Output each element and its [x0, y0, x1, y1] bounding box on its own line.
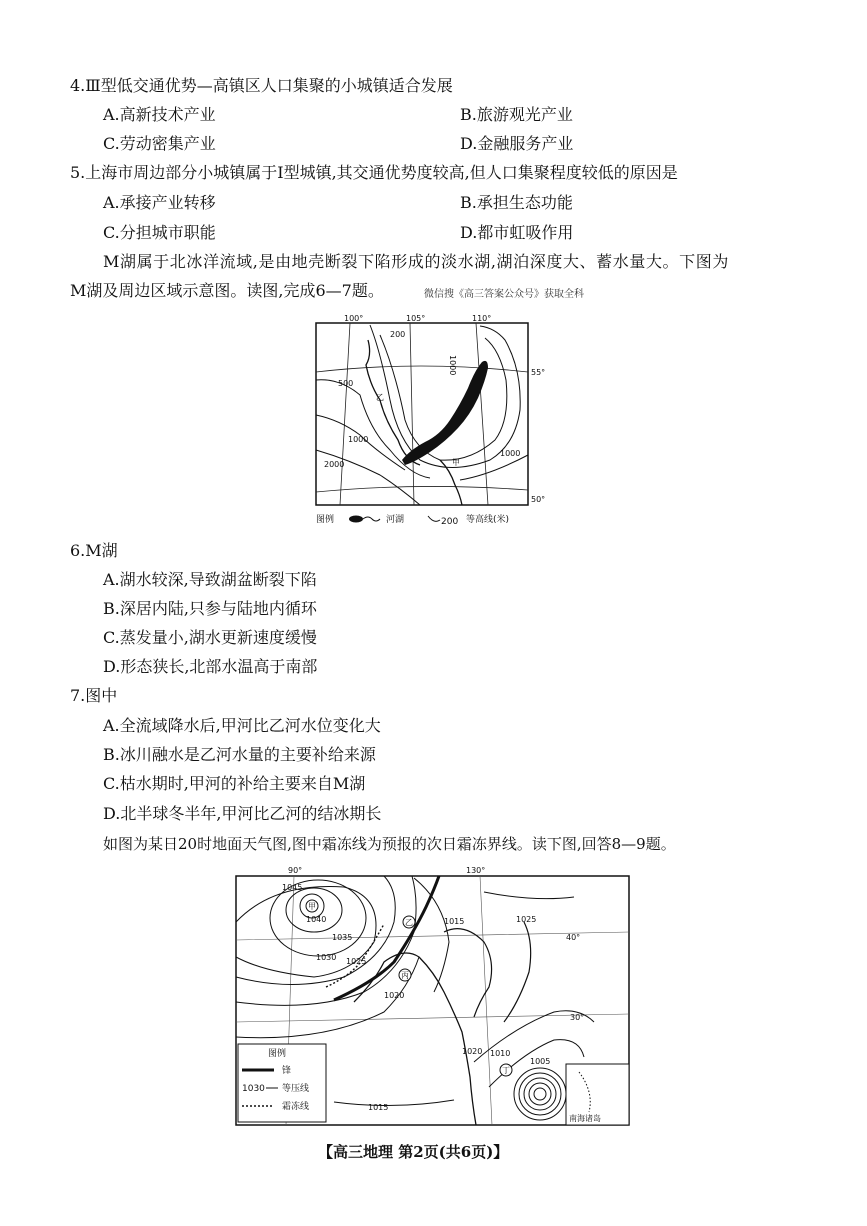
q5-option-a: A.承接产业转移	[103, 193, 216, 212]
intro-6-7-line1: M湖属于北冰洋流域,是由地壳断裂下陷形成的淡水湖,湖泊深度大、蓄水量大。下图为	[103, 252, 729, 271]
river-label-yi: 乙	[376, 393, 384, 402]
q4-option-a: A.高新技术产业	[103, 105, 216, 124]
q4-option-b: B.旅游观光产业	[460, 105, 573, 124]
inset-label: 南海诸岛	[569, 1114, 601, 1123]
q4-stem: 4.Ⅲ型低交通优势—高镇区人口集聚的小城镇适合发展	[70, 76, 453, 95]
q6-option-c: C.蒸发量小,湖水更新速度缓慢	[103, 628, 317, 647]
point-ding-label: 丁	[502, 1066, 510, 1075]
isobar-1005: 1005	[530, 1057, 551, 1066]
map2-legend-isobar-value: 1030	[242, 1084, 265, 1094]
q4-option-c: C.劳动密集产业	[103, 134, 216, 153]
q7-option-c: C.枯水期时,甲河的补给主要来自M湖	[103, 774, 366, 793]
map2-lon-90: 90°	[288, 866, 303, 875]
map1-lat-55: 55°	[531, 368, 546, 377]
map1-contour-1000-b: 1000	[348, 435, 369, 444]
map1-lon-110: 110°	[472, 314, 492, 323]
q7-option-b: B.冰川融水是乙河水量的主要补给来源	[103, 745, 376, 764]
map1-frame	[316, 323, 528, 505]
isobar-1025-a: 1025	[346, 957, 367, 966]
weather-map	[234, 862, 634, 1130]
isobar-1030: 1030	[316, 953, 337, 962]
q6-stem: 6.M湖	[70, 541, 118, 560]
isobar-1045: 1045	[282, 883, 303, 892]
map1-contour-2000: 2000	[324, 460, 345, 469]
q7-option-a: A.全流域降水后,甲河比乙河水位变化大	[103, 716, 381, 735]
isobar-1040: 1040	[306, 915, 327, 924]
map2-legend-title: 图例	[268, 1049, 287, 1059]
q5-option-d: D.都市虹吸作用	[460, 223, 574, 242]
map1-legend-contour: 等高线(米)	[466, 515, 510, 525]
q7-stem: 7.图中	[70, 686, 118, 705]
isobar-1025-b: 1025	[516, 915, 537, 924]
map1-lat-50: 50°	[531, 495, 546, 504]
q4-option-d: D.金融服务产业	[460, 134, 574, 153]
legend-lake-icon	[349, 516, 363, 523]
isobar-1035: 1035	[332, 933, 353, 942]
map2-legend-isobar: 等压线	[282, 1084, 310, 1094]
map1-contour-1000-a: 1000	[448, 355, 457, 376]
isobar-1010: 1010	[490, 1049, 511, 1058]
map1-contour-200: 200	[390, 330, 406, 339]
page-footer: 【高三地理 第2页(共6页)】	[318, 1143, 509, 1161]
isobar-1015-b: 1015	[368, 1103, 389, 1112]
q6-option-d: D.形态狭长,北部水温高于南部	[103, 657, 318, 676]
q5-option-c: C.分担城市职能	[103, 223, 216, 242]
map1-legend-title: 图例	[316, 515, 335, 525]
point-yi-label: 乙	[405, 918, 413, 927]
map2-legend-frost: 霜冻线	[282, 1102, 310, 1112]
intro-6-7-line2: M湖及周边区域示意图。读图,完成6—7题。	[70, 281, 384, 300]
map1-legend-contour-value: 200	[441, 517, 459, 527]
q6-option-b: B.深居内陆,只参与陆地内循环	[103, 599, 317, 618]
isobar-1020-a: 1020	[384, 991, 405, 1000]
point-jia-label: 甲	[308, 902, 316, 911]
map1-lon-100: 100°	[344, 314, 364, 323]
map1-contour-500: 500	[338, 379, 354, 388]
river-label-jia: 甲	[452, 458, 460, 467]
map1-lon-105: 105°	[406, 314, 426, 323]
q5-stem: 5.上海市周边部分小城镇属于Ⅰ型城镇,其交通优势度较高,但人口集聚程度较低的原因是	[70, 163, 678, 182]
q7-option-d: D.北半球冬半年,甲河比乙河的结冰期长	[103, 804, 382, 823]
point-bing-label: 丙	[401, 971, 409, 980]
isobar-1015-a: 1015	[444, 917, 465, 926]
isobar-1020-b: 1020	[462, 1047, 483, 1056]
intro-8-9: 如图为某日20时地面天气图,图中霜冻线为预报的次日霜冻界线。读下图,回答8—9题。	[103, 835, 676, 853]
map2-lon-130: 130°	[466, 866, 486, 875]
q5-option-b: B.承担生态功能	[460, 193, 573, 212]
watermark-text: 微信搜《高三答案公众号》获取全科	[424, 289, 584, 300]
map1-contour-1000-c: 1000	[500, 449, 521, 458]
q6-option-a: A.湖水较深,导致湖盆断裂下陷	[103, 570, 317, 589]
map1-legend-lake: 河湖	[386, 515, 405, 525]
lake-m-shape	[402, 361, 488, 465]
map2-lat-40: 40°	[566, 933, 581, 942]
map2-lat-30: 30°	[570, 1013, 585, 1022]
lake-m-map	[310, 310, 560, 532]
map2-legend-front: 锋	[282, 1066, 292, 1076]
